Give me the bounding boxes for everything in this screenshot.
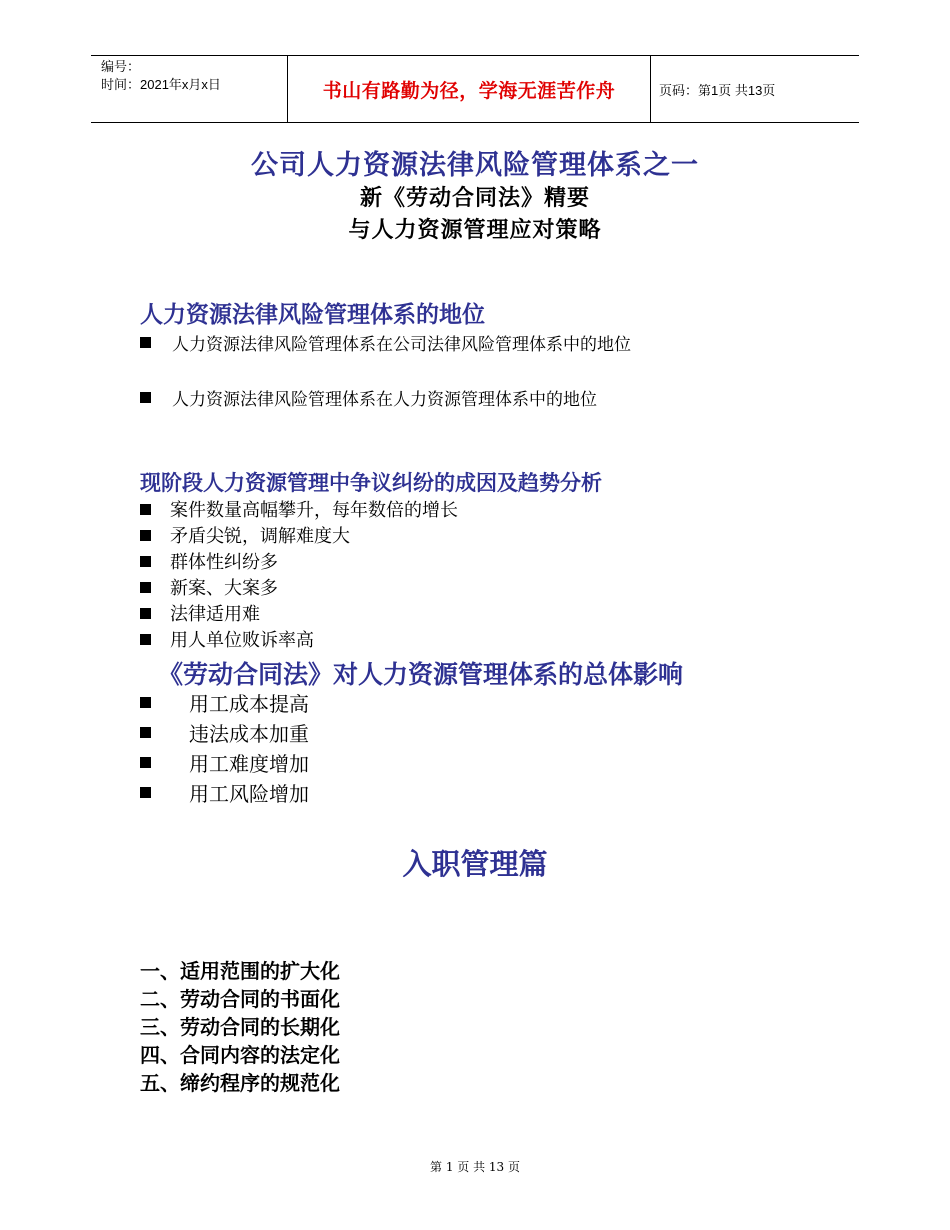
list-item-text: 案件数量高幅攀升，每年数倍的增长 — [170, 500, 458, 521]
square-bullet-icon — [140, 608, 151, 619]
numbered-item: 一、适用范围的扩大化 — [140, 959, 340, 983]
list-item — [140, 385, 597, 410]
document-title: 公司人力资源法律风险管理体系之一 — [251, 150, 699, 181]
list-item-text: 违法成本加重 — [189, 722, 309, 746]
page-label: 页码：第1页 共13页 — [659, 82, 776, 98]
numbered-item: 二、劳动合同的书面化 — [140, 987, 340, 1011]
square-bullet-icon — [140, 337, 151, 348]
list-item — [140, 522, 350, 548]
list-item-text: 用工难度增加 — [189, 752, 309, 776]
number-label: 编号： — [101, 59, 141, 74]
square-bullet-icon — [140, 787, 151, 798]
numbered-item: 四、合同内容的法定化 — [140, 1043, 340, 1067]
list-item-text: 矛盾尖锐，调解难度大 — [170, 526, 350, 547]
section-heading-impact: 《劳动合同法》对人力资源管理体系的总体影响 — [158, 660, 684, 689]
square-bullet-icon — [140, 757, 151, 768]
section-heading-onboarding: 入职管理篇 — [402, 847, 548, 881]
list-item-text: 群体性纠纷多 — [170, 552, 278, 573]
square-bullet-icon — [140, 634, 151, 645]
list-item-text: 法律适用难 — [170, 604, 260, 625]
list-item-text: 人力资源法律风险管理体系在公司法律风险管理体系中的地位 — [172, 335, 631, 355]
list-item-text: 用人单位败诉率高 — [170, 630, 314, 651]
list-item — [140, 330, 631, 355]
time-label: 时间：2021年x月x日 — [101, 77, 221, 92]
list-item — [140, 496, 458, 522]
list-item-text: 用工成本提高 — [189, 692, 309, 716]
document-subtitle-1: 新《劳动合同法》精要 — [359, 185, 590, 211]
square-bullet-icon — [140, 727, 151, 738]
list-item — [140, 548, 278, 574]
list-item — [140, 778, 309, 807]
list-item — [140, 688, 309, 717]
list-item — [140, 626, 314, 652]
square-bullet-icon — [140, 392, 151, 403]
page-footer: 第 1 页 共 13 页 — [430, 1160, 520, 1174]
section-heading-status: 人力资源法律风险管理体系的地位 — [140, 301, 485, 328]
document-subtitle-2: 与人力资源管理应对策略 — [348, 217, 602, 243]
numbered-item: 五、缔约程序的规范化 — [140, 1071, 340, 1095]
document-header — [91, 55, 859, 123]
square-bullet-icon — [140, 556, 151, 567]
list-item-text: 用工风险增加 — [189, 782, 309, 806]
header-meta — [101, 58, 286, 94]
square-bullet-icon — [140, 504, 151, 515]
numbered-item: 三、劳动合同的长期化 — [140, 1015, 340, 1039]
list-item — [140, 574, 278, 600]
square-bullet-icon — [140, 582, 151, 593]
list-item-text: 人力资源法律风险管理体系在人力资源管理体系中的地位 — [172, 390, 597, 410]
section-heading-disputes: 现阶段人力资源管理中争议纠纷的成因及趋势分析 — [140, 470, 602, 495]
list-item — [140, 718, 309, 747]
list-item — [140, 748, 309, 777]
list-item — [140, 600, 260, 626]
square-bullet-icon — [140, 697, 151, 708]
list-item-text: 新案、大案多 — [170, 578, 278, 599]
square-bullet-icon — [140, 530, 151, 541]
motto-text: 书山有路勤为径，学海无涯苦作舟 — [287, 56, 651, 122]
